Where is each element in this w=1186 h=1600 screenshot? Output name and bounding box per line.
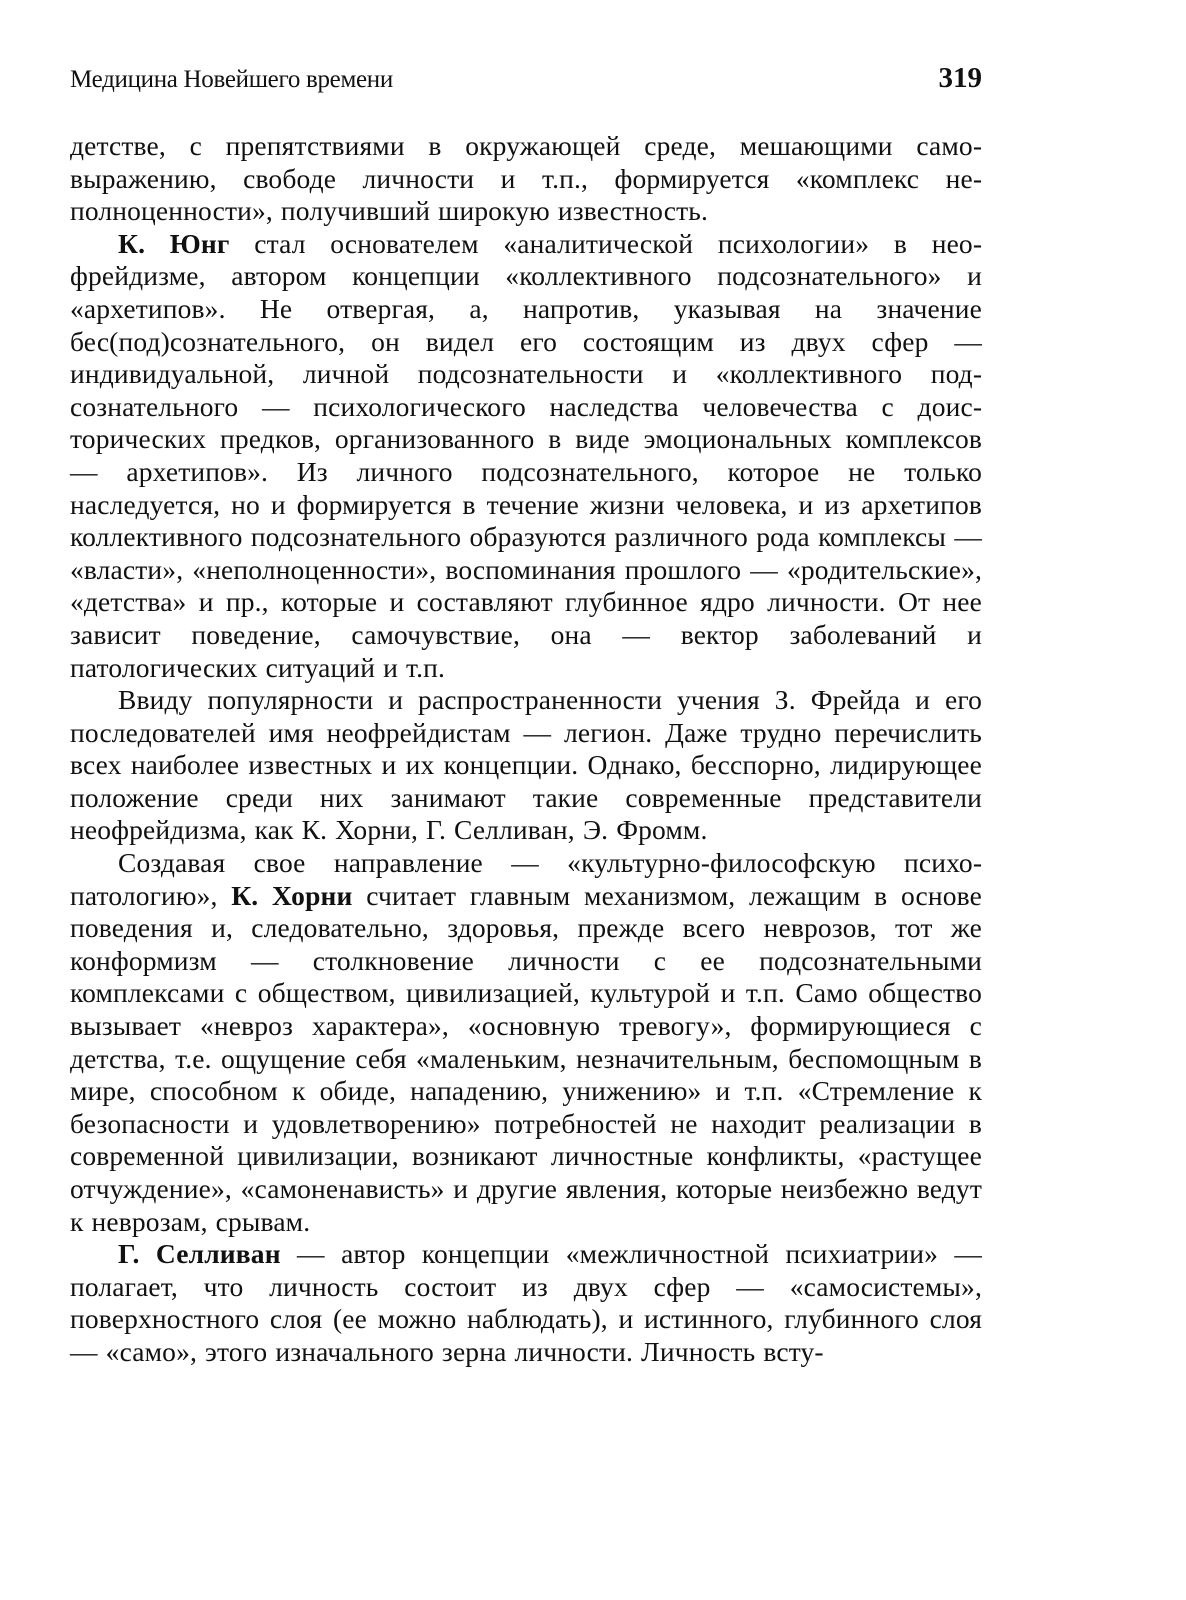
paragraph-sullivan [70,1238,982,1368]
paragraph-text: Создавая свое направление — «культурно-философскую психопатологию», [70,847,982,911]
page-number: 319 [938,62,982,94]
person-name-jung: К. Юнг [118,227,230,259]
person-name-sullivan: Г. Селливан [118,1238,281,1270]
paragraph-text: — автор концепции «межличностной психиатрии» — полагает, что личность состоит из двух сфер — «самосистемы», поверхностного слоя (ее можно наблюдать), и истинного, глубинного слоя — «само», этого изначального зерна личности. Личность всту- [70,1238,982,1367]
paragraph-text: Ввиду популярности и распространенности учения З. Фрейда и его последователей имя неофрейдистам — легион. Даже трудно перечислить всех наиболее известных и их концепции. Однако, бесспорно, лидирующее положение среди них занимают такие современные представители неофрейдизма, как К. Хорни, Г. Селливан, Э. Фромм. [70,684,982,846]
paragraph-text: считает главным механизмом, лежащим в основе поведения и, следовательно, здоровья, прежде всего неврозов, тот же конформизм — столкновение личности с ее подсознательными комплексами с обществом, цивилизацией, культурой и т.п. Само общество вызывает «невроз характера», «основную тревогу», формирующиеся с детства, т.е. ощущение себя «маленьким, незначительным, беспомощным в мире, способном к обиде, нападению, унижению» и т.п. «Стремление к безопасности и удовлетворению» потребностей не находит реализации в современной цивилизации, возникают личностные конфликты, «растущее отчуждение», «самоненависть» и другие явления, которые неизбежно ведут к неврозам, срывам. [70,879,982,1237]
person-name-horney: К. Хорни [231,879,353,911]
book-page [70,62,982,1369]
running-head [70,62,982,102]
running-title: Медицина Новейшего времени [70,66,393,93]
paragraph-text: стал основателем «аналитической психологии» в неофрейдизме, автором концепции «коллективного подсознательного» и «архетипов». Не отвергая, а, напротив, указывая на значение бес(под)сознательного, он видел его состоящим из двух сфер — индивидуальной, личной подсознательности и «коллективного подсознательного — психологического наследства человечества с доисторических предков, организованного в виде эмоциональных комплексов — архетипов». Из личного подсознательного, которое не только наследуется, но и формируется в течение жизни человека, и из архетипов коллективного подсознательного образуются различного рода комплексы — «власти», «неполноценности», воспоминания прошлого — «родительские», «детства» и пр., которые и составляют глубинное ядро личности. От нее зависит поведение, самочувствие, она — вектор заболеваний и патологических ситуаций и т.п. [70,227,982,683]
paragraph-jung [70,228,982,684]
paragraph-neofreudians [70,684,982,847]
paragraph-continuation [70,130,982,228]
body-text [70,130,982,1369]
paragraph-horney [70,847,982,1238]
paragraph-text: детстве, с препятствиями в окружающей среде, мешающими самовыражению, свободе личности и т.п., формируется «комплекс неполноценности», получивший широкую известность. [70,130,982,227]
